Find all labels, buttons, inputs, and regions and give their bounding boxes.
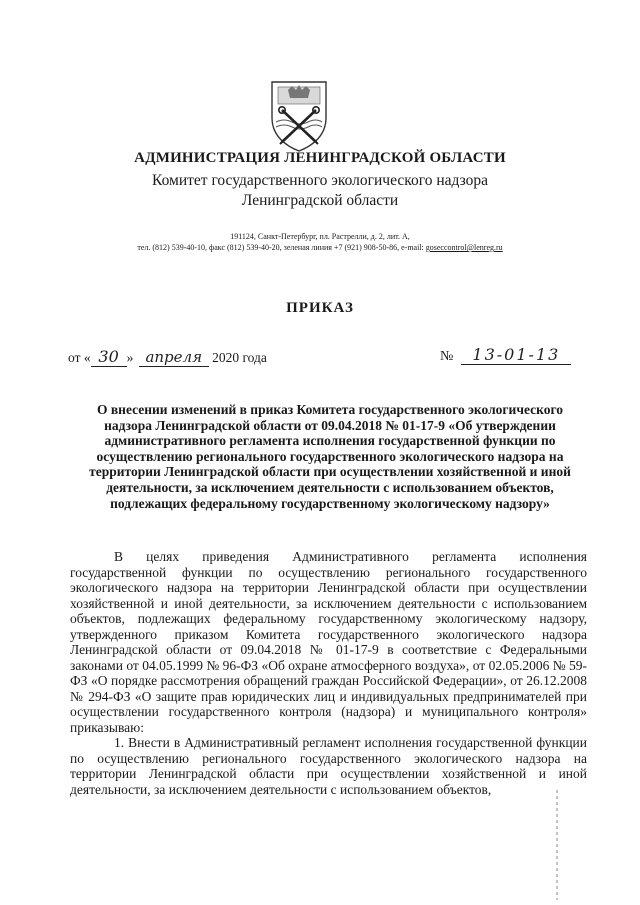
order-body <box>70 549 587 797</box>
margin-line <box>556 790 558 900</box>
email-link[interactable]: goseccontrol@lenreg.ru <box>425 243 503 252</box>
date-mid: » <box>126 350 137 365</box>
contacts-text: тел. (812) 539-40-10, факс (812) 539-40-20, зеленая линия +7 (921) 908-50-86, e-mail: <box>137 243 426 252</box>
date-suffix: 2020 года <box>208 350 267 365</box>
organization-name: АДМИНИСТРАЦИЯ ЛЕНИНГРАДСКОЙ ОБЛАСТИ <box>134 150 506 166</box>
order-subject: О внесении изменений в приказ Комитета государственного экологического надзора Ленинградской области от 09.04.2018 № 01-17-9 «Об утверждении административного регламента исполнения государственной функции по осуществлению регионального государственного экологического надзора на территории Ленинградской области при осуществлении хозяйственной и иной деятельности, за исключением деятельности с использованием объектов, подлежащих федеральному государственному экологическому надзору» <box>89 402 571 511</box>
coat-of-arms-icon <box>266 78 332 154</box>
body-paragraph-1: В целях приведения Административного регламента исполнения государственной функции по осуществлению регионального государственного экологического надзора на территории Ленинградской области при осуществлении хозяйственной и иной деятельности, за исключением деятельности с использованием объектов, подлежащих федеральному государственному экологическому надзору, утвержденного приказом Комитета государственного экологического надзора Ленинградской области от 09.04.2018 № 01-17-9 в соответствие с Федеральными законами от 04.05.1999 № 96-ФЗ «Об охране атмосферного воздуха», от 02.05.2006 № 59-ФЗ «О порядке рассмотрения обращений граждан Российской Федерации», от 26.12.2008 № 294-ФЗ «О защите прав юридических лиц и индивидуальных предпринимателей при осуществлении государственного контроля (надзора) и муниципального контроля» приказываю: <box>70 549 587 735</box>
document-number <box>440 345 571 365</box>
document-title: ПРИКАЗ <box>286 300 354 316</box>
committee-line-1: Комитет государственного экологического надзора <box>152 172 488 189</box>
date-month: апреля <box>139 348 209 367</box>
document-date <box>68 347 267 367</box>
address-line-1: 191124, Санкт-Петербург, пл. Растрелли, д. 2, лит. А, <box>230 232 410 241</box>
committee-name <box>0 171 640 211</box>
body-paragraph-2: 1. Внести в Административный регламент исполнения государственной функции по осуществлению регионального государственного экологического надзора на территории Ленинградской области при осуществлении хозяйственной и иной деятельности, за исключением деятельности с использованием объектов, <box>70 735 587 797</box>
number-value: 13-01-13 <box>461 345 571 365</box>
number-prefix: № <box>440 349 454 364</box>
date-prefix: от « <box>68 350 91 365</box>
committee-line-2: Ленинградской области <box>241 192 399 209</box>
address-line-2 <box>0 243 640 252</box>
date-day: 30 <box>91 347 127 367</box>
